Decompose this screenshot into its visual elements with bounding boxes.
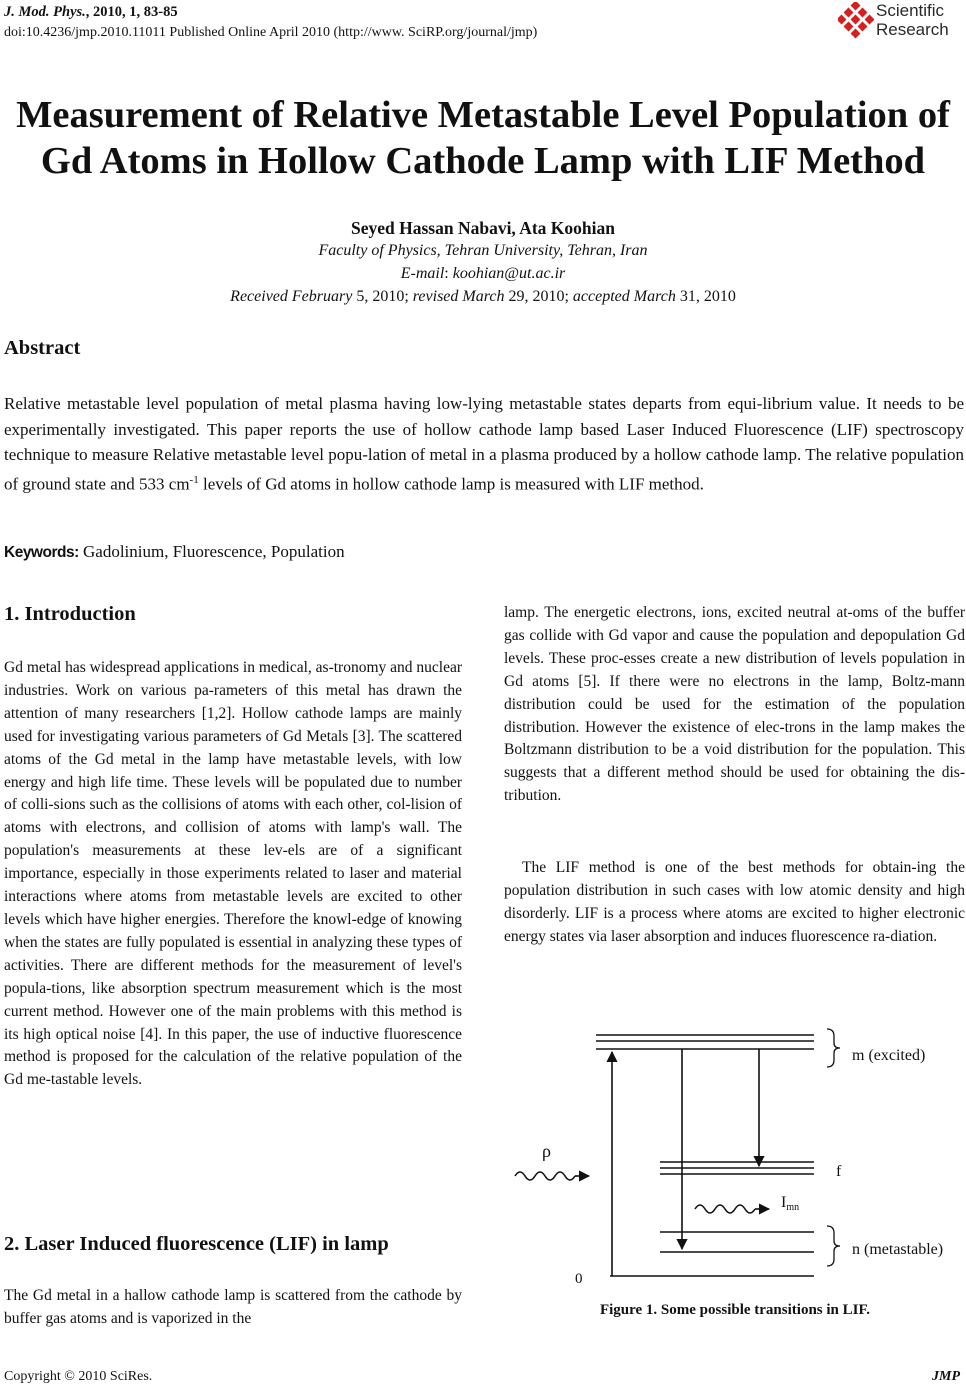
journal-name: J. Mod. Phys. bbox=[4, 4, 86, 20]
right-column-paragraph-1: lamp. The energetic electrons, ions, excited neutral at-oms of the buffer gas collide with Gd vapor and cause the population and depopulation Gd levels. These proc-esses create a new distribution of levels population in Gd atoms [5]. If there were no electrons in the lamp, Boltz-mann distribution could be used for the estimation of the population distribution. However the existence of elec-trons in the lamp makes the Boltzmann distribution to be a void distribution for the population. This suggests that a different method should be used for obtaining the dis-tribution. bbox=[504, 604, 965, 805]
doi-line: doi:10.4236/jmp.2010.11011 Published Online April 2010 (http://www. SciRP.org/journal/jmp) bbox=[4, 25, 538, 40]
keywords bbox=[4, 542, 345, 562]
abstract-text: Relative metastable level population of metal plasma having low-lying metastable states departs from equi-librium value. It needs to be experimentally investigated. This paper reports the use of hollow cathode lamp based Laser Induced Fluorescence (LIF) spectroscopy technique to measure Relative metastable level popu-lation of metal in a plasma produced by a hollow cathode lamp. The relative population of ground state and 533 $cm^{-1}$ levels of Gd atoms in hollow cathode lamp is measured with LIF method. bbox=[4, 394, 964, 494]
publisher-logo bbox=[838, 0, 962, 44]
figure-caption: Figure 1. Some possible transitions in LIF. bbox=[599, 1302, 871, 1318]
authors: Seyed Hassan Nabavi, Ata Koohian bbox=[350, 218, 615, 238]
energy-level-diagram bbox=[505, 1014, 965, 1294]
section-2-text: The Gd metal in a hallow cathode lamp is scattered from the cathode by buffer gas atoms and is vaporized in the bbox=[4, 1287, 462, 1327]
affiliation: Faculty of Physics, Tehran University, Tehran, Iran bbox=[318, 242, 648, 259]
email-label: E-mail bbox=[400, 265, 445, 282]
brace-n bbox=[827, 1226, 840, 1266]
brace-m bbox=[827, 1029, 840, 1067]
logo-text: Scientific Research bbox=[876, 1, 949, 39]
journal-volume: , 2010, 1, 83-85 bbox=[85, 4, 178, 20]
logo-mark-icon bbox=[838, 2, 874, 42]
keywords-list: Gadolinium, Fluorescence, Population bbox=[78, 542, 345, 561]
abstract-heading: Abstract bbox=[4, 337, 81, 359]
fluorescence-photon-icon bbox=[695, 1205, 755, 1213]
paper-title: Measurement of Relative Metastable Level Population of Gd Atoms in Hollow Cathode Lamp with LIF Method bbox=[16, 94, 950, 182]
copyright: Copyright © 2010 SciRes. bbox=[4, 1369, 153, 1384]
section-1-heading: 1. Introduction bbox=[4, 603, 136, 625]
label-f: f bbox=[836, 1163, 842, 1180]
label-rho: ρ bbox=[542, 1141, 551, 1161]
keywords-label: Keywords: bbox=[4, 544, 79, 561]
received-dates: Received February 5, 2010; revised March 29, 2010; accepted March 31, 2010 bbox=[230, 288, 736, 305]
label-n: n (metastable) bbox=[852, 1241, 944, 1258]
email-address[interactable]: koohian@ut.ac.ir bbox=[452, 265, 566, 282]
email-line: E-mail: koohian@ut.ac.ir bbox=[400, 265, 566, 282]
label-m: m (excited) bbox=[852, 1047, 926, 1064]
footer-journal: JMP bbox=[932, 1369, 960, 1384]
right-column-paragraph-2: The LIF method is one of the best methods for obtain-ing the population distribution in such cases with low atomic density and high disorderly. LIF is a process where atoms are excited to higher electronic energy states via laser absorption and induces fluorescence ra-diation. bbox=[504, 859, 965, 945]
section-2-heading: 2. Laser Induced fluorescence (LIF) in lamp bbox=[4, 1233, 389, 1255]
label-zero: 0 bbox=[575, 1271, 583, 1287]
journal-citation bbox=[4, 4, 178, 21]
laser-photon-icon bbox=[515, 1172, 575, 1180]
section-1-text: Gd metal has widespread applications in medical, as-tronomy and nuclear industries. Work on various pa-rameters of this metal has drawn the attention of many researchers [1,2]. Hollow cathode lamps are mainly used for investigating various parameters of Gd Metals [3]. The scattered atoms of the Gd metal in the lamp have metastable levels, with low energy and high life time. These levels will be populated due to number of colli-sions such as the collisions of atoms with each other, col-lision of atoms with electrons, and collision of atoms with lamp's wall. The population's measurements at these lev-els are of a significant importance, especially in those experiments related to laser and material interactions where atoms from metastable levels are excited to other levels which have higher energies. Therefore the knowl-edge of knowing when the states are fully populated is essential in analyzing these types of activities. There are different methods for the measurement of level's popula-tions, like absorption spectrum measurement which is the most current method. However one of the main problems with this method is its high optical noise [4]. In this paper, the use of inductive fluorescence method is proposed for the calculation of the relative population of the Gd me-tastable levels. bbox=[4, 659, 462, 1089]
label-intensity: Imn bbox=[781, 1194, 800, 1213]
